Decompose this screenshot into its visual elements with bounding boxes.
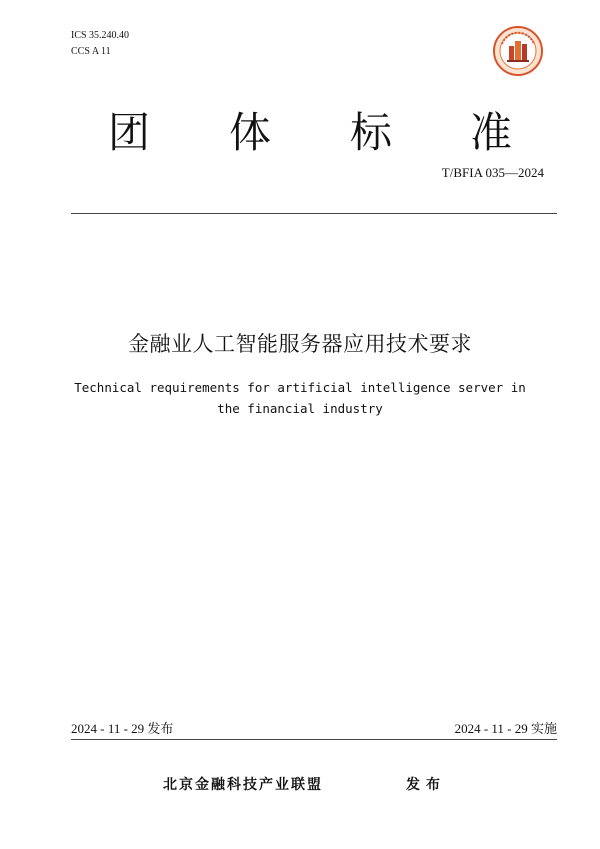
document-type-heading xyxy=(0,108,600,158)
issue-date: 2024 - 11 - 29 发布 xyxy=(71,721,174,736)
implementation-date: 2024 - 11 - 29 实施 xyxy=(454,721,557,736)
publisher-name: 北京金融科技产业联盟 xyxy=(163,777,323,793)
standard-number: T/BFIA 035—2024 xyxy=(441,165,544,180)
header-divider xyxy=(71,213,557,214)
ccs-code: CCS A 11 xyxy=(71,46,111,57)
doc-type-char: 体 xyxy=(229,108,272,157)
publish-action: 发布 xyxy=(406,777,446,793)
ics-code: ICS 35.240.40 xyxy=(71,30,130,41)
footer-divider xyxy=(71,739,557,740)
title-english: Technical requirements for artificial intelligence server in the financial industry xyxy=(74,380,526,416)
doc-type-char: 团 xyxy=(108,108,151,157)
title-chinese: 金融业人工智能服务器应用技术要求 xyxy=(128,332,472,356)
doc-type-char: 标 xyxy=(350,108,393,157)
doc-type-char: 准 xyxy=(470,108,513,157)
association-logo-icon xyxy=(493,26,543,76)
